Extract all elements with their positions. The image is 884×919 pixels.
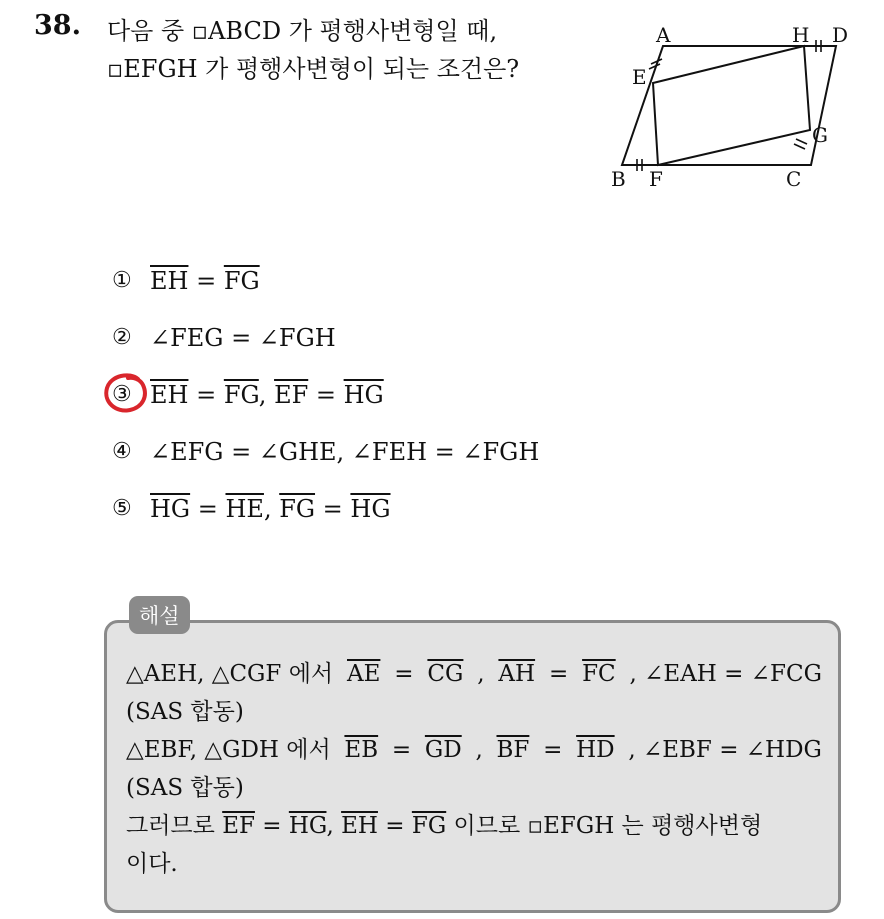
text-segment: = (394, 661, 414, 687)
text-segment: , (263, 494, 280, 523)
option-text (150, 495, 391, 523)
segment-term: $\overline{HG}$ (343, 380, 384, 409)
option-3[interactable] (112, 366, 539, 423)
text-segment: = (543, 737, 563, 763)
segment-term: $\overline{FG}$ (223, 380, 259, 409)
text-segment: = (377, 813, 412, 839)
explanation-text (126, 655, 822, 883)
segment-term: $\overline{FC}$ (582, 661, 616, 687)
text-segment: , (326, 813, 342, 839)
label-b: B (611, 167, 626, 191)
text-segment: , (477, 661, 485, 687)
segment-term: $\overline{AE}$ (347, 661, 381, 687)
segment-term: $\overline{FG}$ (223, 266, 260, 295)
segment-term: $\overline{HE}$ (225, 494, 264, 523)
tick-gc-1 (794, 144, 805, 149)
option-text (150, 438, 539, 466)
segment-term: $\overline{EH}$ (150, 380, 189, 409)
segment-term: $\overline{AH}$ (498, 661, 536, 687)
explanation-line-6 (126, 845, 822, 883)
explanation-line-3 (126, 731, 822, 769)
question-text (107, 12, 519, 88)
segment-term: $\overline{CG}$ (427, 661, 464, 687)
text-segment: = (254, 813, 289, 839)
label-g: G (812, 123, 828, 147)
text-segment: ∠FEG = ∠FGH (150, 323, 336, 352)
text-segment: , (475, 737, 483, 763)
text-segment: △AEH, △CGF 에서 (126, 661, 334, 687)
red-circle-answer-mark (102, 371, 154, 417)
text-segment: , ∠EBF = ∠HDG (628, 737, 822, 763)
text-segment: 이므로 ▫EFGH 는 평행사변형 (446, 813, 763, 839)
text-segment: , ∠EAH = ∠FCG (629, 661, 822, 687)
option-4[interactable] (112, 423, 539, 480)
option-1[interactable] (112, 252, 539, 309)
option-2[interactable] (112, 309, 539, 366)
question-line-2: ▫EFGH 가 평행사변형이 되는 조건은? (107, 55, 520, 83)
text-segment: = (391, 737, 412, 763)
option-text (150, 267, 260, 295)
answer-options (112, 252, 539, 537)
segment-term: $\overline{BF}$ (496, 737, 530, 763)
option-number: ④ (112, 439, 132, 464)
segment-term: $\overline{EB}$ (344, 737, 379, 763)
text-segment: = (315, 494, 351, 523)
segment-term: $\overline{HD}$ (576, 737, 615, 763)
segment-term: $\overline{EH}$ (150, 266, 189, 295)
label-d: D (832, 23, 848, 47)
text-segment: 그러므로 (126, 813, 223, 839)
text-segment: = (188, 266, 224, 295)
segment-term: $\overline{HG}$ (150, 494, 191, 523)
explanation-line-5 (126, 807, 822, 845)
segment-term: $\overline{EF}$ (274, 380, 309, 409)
text-segment: 이다. (126, 851, 178, 877)
option-5[interactable] (112, 480, 539, 537)
text-segment: = (188, 380, 224, 409)
segment-term: $\overline{FG}$ (411, 813, 447, 839)
text-segment: = (308, 380, 344, 409)
option-number: ② (112, 325, 132, 350)
option-number: ⑤ (112, 496, 132, 521)
label-h: H (792, 23, 810, 47)
label-e: E (632, 65, 647, 89)
option-text (150, 324, 336, 352)
inner-quadrilateral-efgh (653, 46, 810, 165)
segment-term: $\overline{EH}$ (341, 813, 378, 839)
option-text (150, 381, 384, 409)
explanation-line-1 (126, 655, 822, 693)
option-number: ① (112, 268, 132, 293)
explanation-label: 해설 (129, 596, 190, 634)
text-segment: (SAS 합동) (126, 775, 244, 801)
question-line-1: 다음 중 ▫ABCD 가 평행사변형일 때, (107, 17, 498, 45)
segment-term: $\overline{FG}$ (279, 494, 316, 523)
segment-term: $\overline{HG}$ (350, 494, 391, 523)
explanation-line-4 (126, 769, 822, 807)
label-c: C (786, 167, 802, 191)
text-segment: ∠EFG = ∠GHE, ∠FEH = ∠FGH (150, 437, 540, 466)
parallelogram-figure (598, 18, 848, 198)
text-segment: (SAS 합동) (126, 699, 244, 725)
label-f: F (649, 167, 663, 191)
tick-gc-2 (796, 139, 807, 144)
label-a: A (656, 23, 671, 47)
segment-term: $\overline{HG}$ (288, 813, 327, 839)
question-number: 38. (34, 10, 81, 41)
segment-term: $\overline{EF}$ (222, 813, 255, 839)
text-segment: = (190, 494, 226, 523)
segment-term: $\overline{GD}$ (424, 737, 462, 763)
text-segment: = (548, 661, 569, 687)
option-number: ③ (112, 382, 132, 407)
explanation-line-2 (126, 693, 822, 731)
text-segment: , (258, 380, 275, 409)
text-segment: △EBF, △GDH 에서 (126, 737, 331, 763)
